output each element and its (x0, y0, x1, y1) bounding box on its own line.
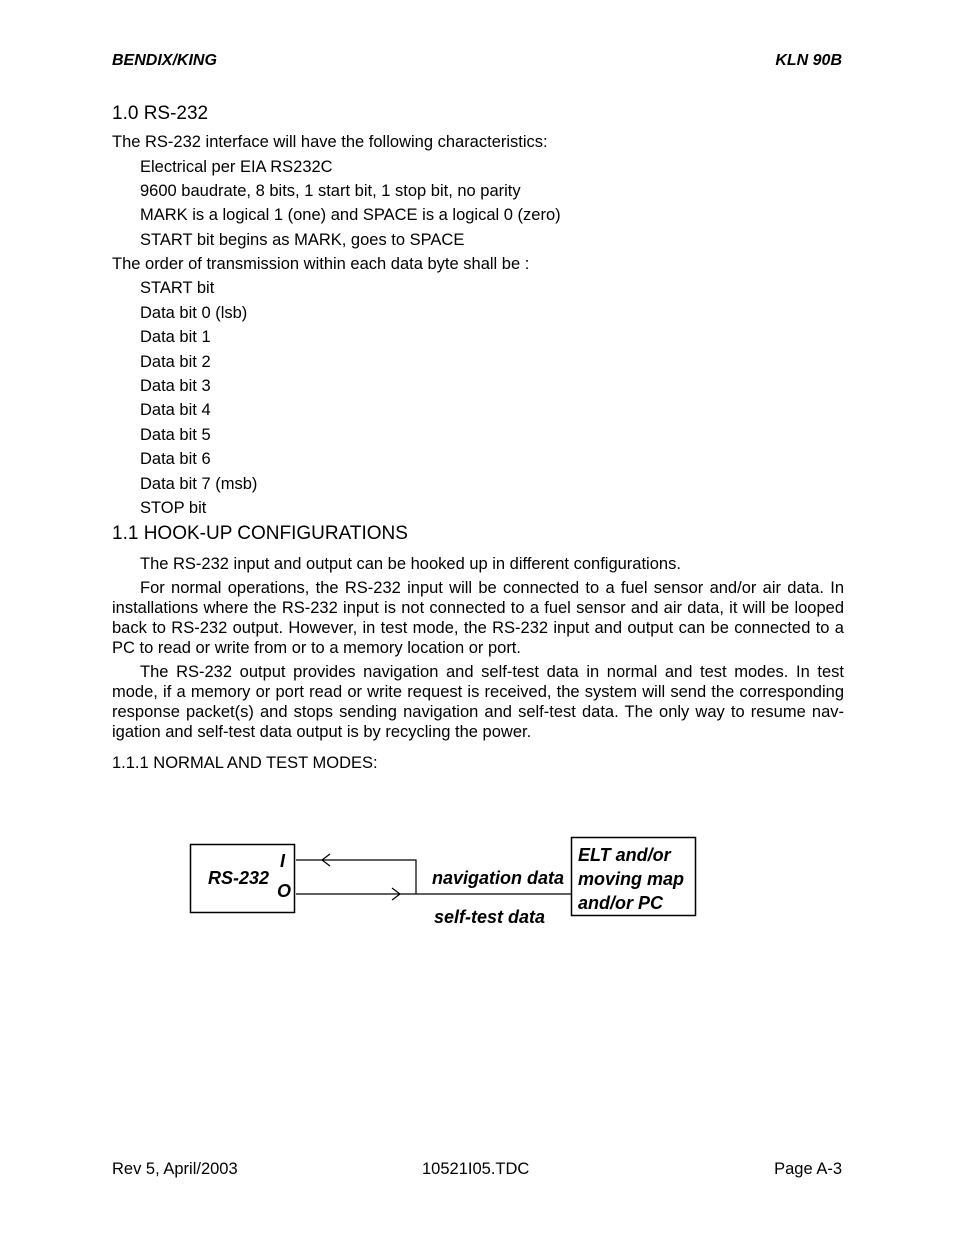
hookup-paragraph: The RS-232 input and output can be hooked up in different configurations. (140, 555, 681, 573)
self-test-data-label: self-test data (434, 907, 546, 927)
order-item: Data bit 4 (140, 401, 211, 419)
output-port-label: O (277, 881, 292, 901)
footer-page-number: Page A-3 (774, 1160, 842, 1178)
section-title-hookup: 1.1 HOOK-UP CONFIGURATIONS (112, 523, 408, 544)
order-item: Data bit 2 (140, 353, 211, 371)
order-item: STOP bit (140, 499, 207, 517)
right-box-line: and/or PC (578, 893, 664, 913)
header-right: KLN 90B (775, 52, 842, 69)
footer-document-id: 10521I05.TDC (422, 1160, 530, 1178)
hookup-paragraph: For normal operations, the RS-232 input will be connected to a fuel sensor and/or air data. In installations where the RS-232 input is not connected to a fuel sensor and air data, it will be looped back to RS-232 output. However, in test mode, the RS-232 input and output can be connected to a PC to read or write from or to a memory location or port. (112, 579, 844, 657)
characteristic-item: Electrical per EIA RS232C (140, 158, 333, 176)
right-box-line: ELT and/or (578, 845, 671, 865)
subsection-title-modes: 1.1.1 NORMAL AND TEST MODES: (112, 754, 378, 772)
input-port-label: I (280, 851, 286, 871)
order-item: Data bit 6 (140, 450, 211, 468)
right-box-line: moving map (578, 869, 685, 889)
order-item: Data bit 3 (140, 377, 211, 395)
footer-revision: Rev 5, April/2003 (112, 1160, 238, 1178)
order-item: Data bit 7 (msb) (140, 475, 258, 493)
characteristic-item: START bit begins as MARK, goes to SPACE (140, 231, 465, 249)
order-item: Data bit 0 (lsb) (140, 304, 248, 322)
characteristic-item: 9600 baudrate, 8 bits, 1 start bit, 1 stop bit, no parity (140, 182, 521, 200)
order-intro: The order of transmission within each data byte shall be : (112, 255, 530, 273)
rs232-box-label: RS-232 (208, 868, 270, 888)
rs232-intro: The RS-232 interface will have the following characteristics: (112, 133, 548, 151)
navigation-data-label: navigation data (432, 868, 565, 888)
order-item: Data bit 1 (140, 328, 211, 346)
hookup-paragraph: The RS-232 output provides navigation and self-test data in normal and test modes. In test mode, if a memory or port read or write request is received, the system will send the corresponding response packet(s) and stops sending navigation and self-test data. The only way to resume nav-igation and self-test data output is by recycling the power. (112, 663, 844, 741)
characteristic-item: MARK is a logical 1 (one) and SPACE is a logical 0 (zero) (140, 206, 561, 224)
order-item: Data bit 5 (140, 426, 211, 444)
input-line (296, 860, 416, 894)
section-title-rs232: 1.0 RS-232 (112, 103, 209, 124)
order-item: START bit (140, 279, 215, 297)
header-left: BENDIX/KING (112, 52, 217, 69)
